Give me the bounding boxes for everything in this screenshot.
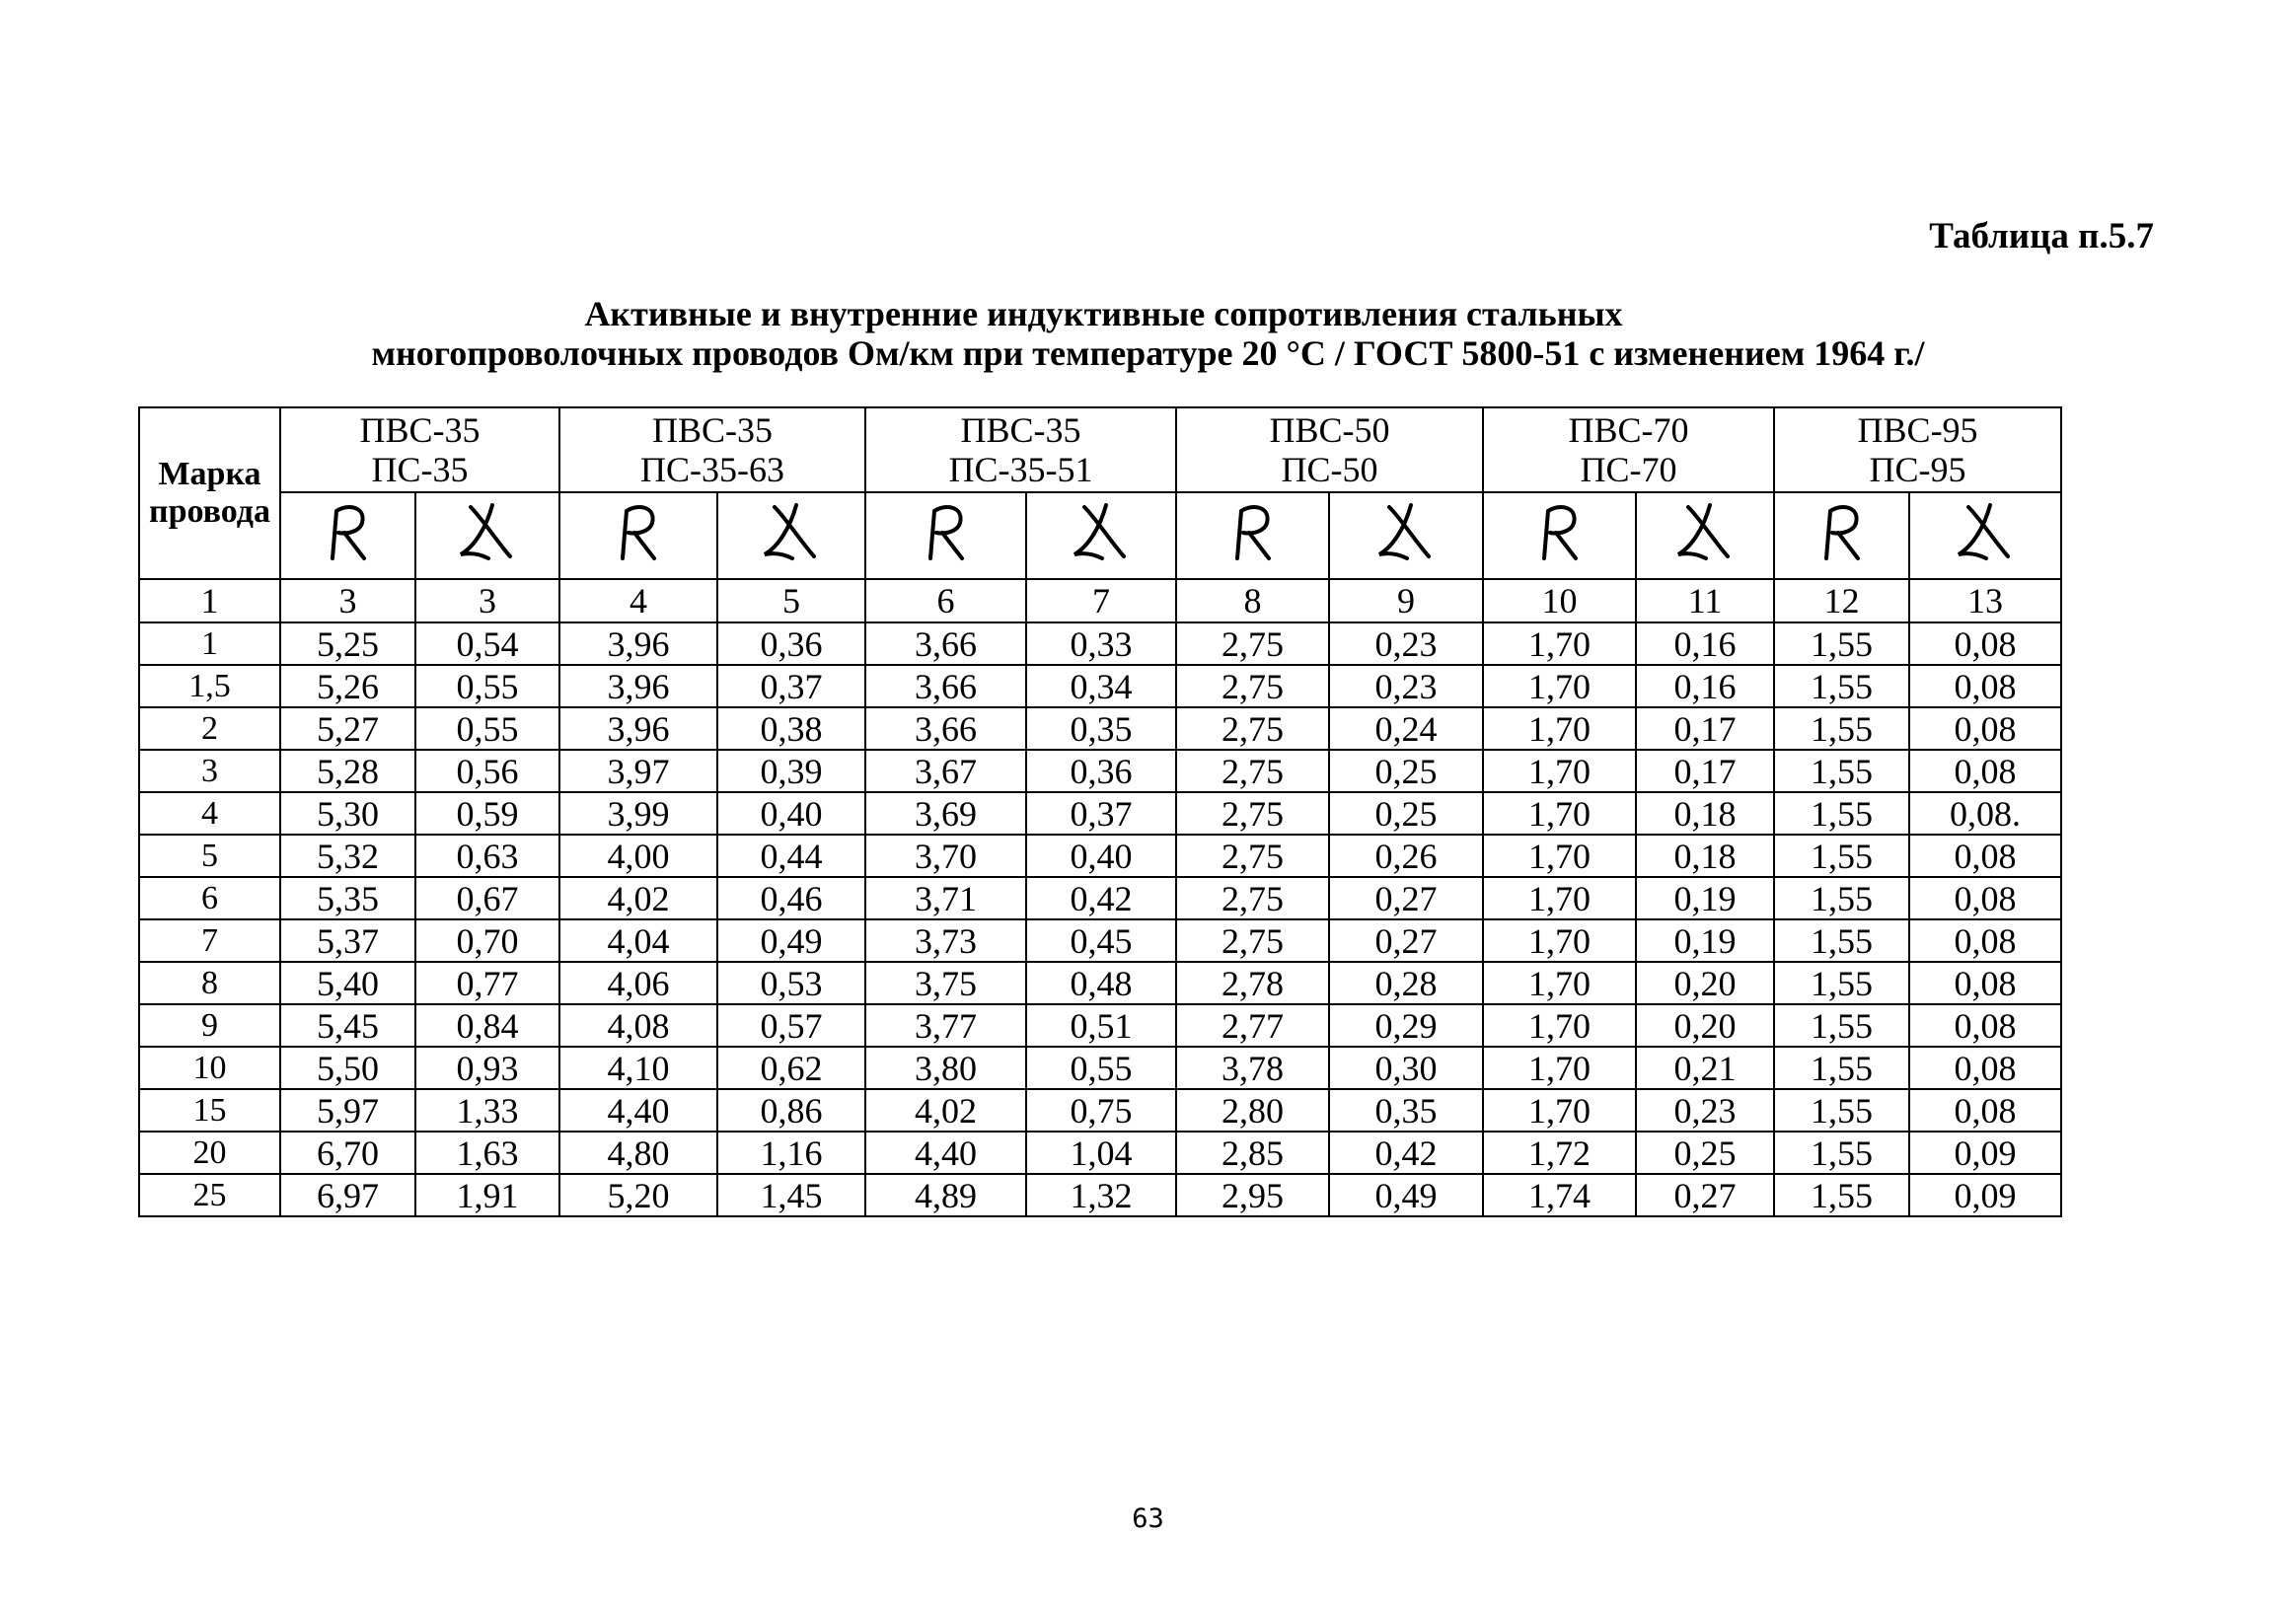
r-value-cell: 1,55	[1774, 707, 1909, 750]
x-value-cell: 0,08	[1909, 622, 2061, 665]
column-number: 9	[1329, 579, 1483, 622]
x-value-cell: 0,39	[717, 750, 865, 792]
r-value-cell: 1,70	[1483, 707, 1636, 750]
r-value-cell: 5,40	[280, 962, 415, 1004]
row-label: 4	[139, 792, 280, 835]
x-value-cell: 1,45	[717, 1174, 865, 1216]
table-row	[139, 1132, 2061, 1174]
x-value-cell: 0,36	[717, 622, 865, 665]
table-row	[139, 1047, 2061, 1089]
x-value-cell: 0,49	[1329, 1174, 1483, 1216]
row-label: 1,5	[139, 665, 280, 707]
r-value-cell: 2,75	[1176, 792, 1329, 835]
column-number: 8	[1176, 579, 1329, 622]
group-header-line-2: ПС-35-63	[640, 450, 785, 489]
x-value-cell: 0,40	[717, 792, 865, 835]
r-value-cell: 2,75	[1176, 665, 1329, 707]
x-symbol-icon	[757, 497, 826, 566]
x-value-cell: 0,54	[415, 622, 559, 665]
r-value-cell: 3,67	[865, 750, 1026, 792]
r-value-cell: 1,55	[1774, 750, 1909, 792]
x-value-cell: 0,23	[1636, 1089, 1774, 1132]
x-value-cell: 0,18	[1636, 792, 1774, 835]
x-value-cell: 0,51	[1026, 1004, 1176, 1047]
page-number: 63	[1132, 1503, 1164, 1534]
group-header-line-1: ПВС-35	[359, 410, 481, 450]
r-value-cell: 1,55	[1774, 919, 1909, 962]
x-value-cell: 0,42	[1026, 877, 1176, 919]
r-value-cell: 1,55	[1774, 877, 1909, 919]
x-value-cell: 0,26	[1329, 835, 1483, 877]
x-value-cell: 0,08	[1909, 877, 2061, 919]
table-row	[139, 835, 2061, 877]
x-value-cell: 0,67	[415, 877, 559, 919]
x-value-cell: 0,25	[1329, 750, 1483, 792]
table-row	[139, 1089, 2061, 1132]
x-value-cell: 0,16	[1636, 665, 1774, 707]
r-value-cell: 2,95	[1176, 1174, 1329, 1216]
group-header	[559, 407, 865, 492]
x-value-cell: 0,16	[1636, 622, 1774, 665]
x-value-cell: 0,23	[1329, 622, 1483, 665]
group-header-line-1: ПВС-95	[1857, 410, 1978, 450]
x-value-cell: 0,56	[415, 750, 559, 792]
r-value-cell: 1,72	[1483, 1132, 1636, 1174]
table-row	[139, 877, 2061, 919]
x-symbol-icon	[1067, 497, 1136, 566]
column-number: 7	[1026, 579, 1176, 622]
x-value-cell: 0,17	[1636, 750, 1774, 792]
x-value-cell: 1,91	[415, 1174, 559, 1216]
r-value-cell: 3,80	[865, 1047, 1026, 1089]
group-header-line-1: ПВС-50	[1269, 410, 1390, 450]
r-value-cell: 1,70	[1483, 750, 1636, 792]
table-row	[139, 750, 2061, 792]
title-line-1: Активные и внутренние индуктивные сопротивления стальных	[584, 294, 1623, 333]
x-value-cell: 0,62	[717, 1047, 865, 1089]
r-value-cell: 3,73	[865, 919, 1026, 962]
group-header-line-1: ПВС-35	[960, 410, 1081, 450]
x-value-cell: 0,23	[1329, 665, 1483, 707]
r-value-cell: 3,77	[865, 1004, 1026, 1047]
r-value-cell: 1,55	[1774, 665, 1909, 707]
r-symbol-icon	[1530, 497, 1590, 566]
r-symbol-icon	[319, 497, 378, 566]
table-row	[139, 1174, 2061, 1216]
r-value-cell: 1,70	[1483, 1004, 1636, 1047]
x-value-cell: 0,40	[1026, 835, 1176, 877]
r-symbol-icon	[917, 497, 976, 566]
r-value-cell: 2,75	[1176, 919, 1329, 962]
r-symbol-cell	[1774, 492, 1909, 579]
x-value-cell: 0,20	[1636, 1004, 1774, 1047]
x-value-cell: 0,24	[1329, 707, 1483, 750]
column-number: 10	[1483, 579, 1636, 622]
x-value-cell: 0,35	[1026, 707, 1176, 750]
r-value-cell: 2,78	[1176, 962, 1329, 1004]
group-header-line-2: ПС-70	[1580, 450, 1677, 489]
x-value-cell: 0,36	[1026, 750, 1176, 792]
r-value-cell: 3,70	[865, 835, 1026, 877]
r-value-cell: 1,55	[1774, 792, 1909, 835]
r-value-cell: 5,97	[280, 1089, 415, 1132]
r-value-cell: 5,30	[280, 792, 415, 835]
x-value-cell: 0,08	[1909, 1047, 2061, 1089]
r-value-cell: 1,70	[1483, 622, 1636, 665]
row-label: 7	[139, 919, 280, 962]
row-label: 15	[139, 1089, 280, 1132]
r-value-cell: 4,40	[559, 1089, 717, 1132]
x-value-cell: 0,30	[1329, 1047, 1483, 1089]
r-symbol-icon	[609, 497, 668, 566]
r-symbol-cell	[1483, 492, 1636, 579]
r-value-cell: 3,66	[865, 707, 1026, 750]
r-value-cell: 1,55	[1774, 962, 1909, 1004]
x-value-cell: 0,53	[717, 962, 865, 1004]
x-symbol-cell	[1329, 492, 1483, 579]
group-header	[1483, 407, 1774, 492]
r-value-cell: 4,02	[559, 877, 717, 919]
x-value-cell: 0,29	[1329, 1004, 1483, 1047]
group-header-line-1: ПВС-35	[652, 410, 774, 450]
x-symbol-icon	[1951, 497, 2020, 566]
column-number: 3	[415, 579, 559, 622]
r-value-cell: 3,75	[865, 962, 1026, 1004]
group-header	[280, 407, 559, 492]
group-header-line-2: ПС-95	[1869, 450, 1966, 489]
x-value-cell: 0,55	[415, 665, 559, 707]
r-value-cell: 5,32	[280, 835, 415, 877]
x-value-cell: 0,55	[1026, 1047, 1176, 1089]
x-value-cell: 0,17	[1636, 707, 1774, 750]
table-row	[139, 919, 2061, 962]
x-value-cell: 1,16	[717, 1132, 865, 1174]
row-label: 10	[139, 1047, 280, 1089]
x-value-cell: 0,44	[717, 835, 865, 877]
r-value-cell: 1,55	[1774, 1089, 1909, 1132]
r-value-cell: 3,97	[559, 750, 717, 792]
r-value-cell: 4,80	[559, 1132, 717, 1174]
x-value-cell: 0,37	[1026, 792, 1176, 835]
row-label: 5	[139, 835, 280, 877]
x-value-cell: 0,08	[1909, 665, 2061, 707]
x-value-cell: 0,75	[1026, 1089, 1176, 1132]
x-value-cell: 0,35	[1329, 1089, 1483, 1132]
r-value-cell: 1,74	[1483, 1174, 1636, 1216]
x-value-cell: 0,49	[717, 919, 865, 962]
x-value-cell: 0,46	[717, 877, 865, 919]
row-label: 6	[139, 877, 280, 919]
x-value-cell: 0,27	[1636, 1174, 1774, 1216]
r-symbol-icon	[1813, 497, 1872, 566]
x-value-cell: 1,32	[1026, 1174, 1176, 1216]
column-number: 11	[1636, 579, 1774, 622]
r-value-cell: 4,02	[865, 1089, 1026, 1132]
x-value-cell: 0,77	[415, 962, 559, 1004]
r-value-cell: 5,25	[280, 622, 415, 665]
r-value-cell: 5,45	[280, 1004, 415, 1047]
column-number: 6	[865, 579, 1026, 622]
r-value-cell: 5,35	[280, 877, 415, 919]
mark-header-line-1: Марка	[158, 456, 261, 492]
r-value-cell: 3,71	[865, 877, 1026, 919]
r-value-cell: 3,78	[1176, 1047, 1329, 1089]
table-title	[0, 294, 2296, 373]
x-value-cell: 1,33	[415, 1089, 559, 1132]
x-value-cell: 1,63	[415, 1132, 559, 1174]
group-header	[1176, 407, 1483, 492]
x-value-cell: 0,08	[1909, 1004, 2061, 1047]
x-value-cell: 0,28	[1329, 962, 1483, 1004]
r-value-cell: 1,55	[1774, 1004, 1909, 1047]
r-value-cell: 1,70	[1483, 835, 1636, 877]
x-value-cell: 0,19	[1636, 919, 1774, 962]
table-label: Таблица п.5.7	[1929, 216, 2154, 256]
x-value-cell: 0,33	[1026, 622, 1176, 665]
column-number: 13	[1909, 579, 2061, 622]
row-label: 25	[139, 1174, 280, 1216]
x-symbol-cell	[1909, 492, 2061, 579]
group-header-line-2: ПС-35-51	[948, 450, 1093, 489]
x-value-cell: 0,19	[1636, 877, 1774, 919]
r-value-cell: 1,70	[1483, 792, 1636, 835]
r-value-cell: 1,55	[1774, 1174, 1909, 1216]
r-value-cell: 2,75	[1176, 877, 1329, 919]
r-value-cell: 1,70	[1483, 962, 1636, 1004]
row-label: 1	[139, 622, 280, 665]
r-value-cell: 5,26	[280, 665, 415, 707]
column-number: 1	[139, 579, 280, 622]
x-value-cell: 0,08	[1909, 707, 2061, 750]
resistance-table	[138, 406, 2062, 1217]
r-value-cell: 5,27	[280, 707, 415, 750]
x-value-cell: 0,48	[1026, 962, 1176, 1004]
table-row	[139, 622, 2061, 665]
r-value-cell: 5,28	[280, 750, 415, 792]
r-value-cell: 2,75	[1176, 707, 1329, 750]
x-value-cell: 0,21	[1636, 1047, 1774, 1089]
r-value-cell: 1,55	[1774, 835, 1909, 877]
group-header-line-2: ПС-50	[1281, 450, 1378, 489]
x-value-cell: 0,57	[717, 1004, 865, 1047]
group-header-line-1: ПВС-70	[1568, 410, 1689, 450]
x-symbol-cell	[1636, 492, 1774, 579]
title-line-2: многопроволочных проводов Ом/км при температуре 20 °С / ГОСТ 5800-51 с изменением 1964 г./	[371, 333, 1925, 373]
x-value-cell: 0,08	[1909, 1089, 2061, 1132]
x-value-cell: 0,93	[415, 1047, 559, 1089]
x-value-cell: 0,55	[415, 707, 559, 750]
mark-header-line-2: провода	[148, 493, 270, 530]
column-number: 5	[717, 579, 865, 622]
x-value-cell: 0,86	[717, 1089, 865, 1132]
group-header-line-2: ПС-35	[371, 450, 469, 489]
row-label: 3	[139, 750, 280, 792]
r-value-cell: 1,70	[1483, 919, 1636, 962]
row-label: 20	[139, 1132, 280, 1174]
x-value-cell: 0,25	[1636, 1132, 1774, 1174]
r-symbol-cell	[559, 492, 717, 579]
r-value-cell: 1,70	[1483, 1047, 1636, 1089]
x-value-cell: 0,63	[415, 835, 559, 877]
r-value-cell: 6,97	[280, 1174, 415, 1216]
x-value-cell: 0,42	[1329, 1132, 1483, 1174]
x-value-cell: 0,34	[1026, 665, 1176, 707]
r-symbol-cell	[865, 492, 1026, 579]
r-value-cell: 4,04	[559, 919, 717, 962]
x-symbol-cell	[1026, 492, 1176, 579]
r-value-cell: 1,70	[1483, 1089, 1636, 1132]
r-value-cell: 3,96	[559, 665, 717, 707]
r-value-cell: 1,70	[1483, 877, 1636, 919]
r-value-cell: 1,70	[1483, 665, 1636, 707]
r-value-cell: 4,06	[559, 962, 717, 1004]
r-value-cell: 3,96	[559, 622, 717, 665]
x-value-cell: 0,20	[1636, 962, 1774, 1004]
r-value-cell: 3,99	[559, 792, 717, 835]
r-value-cell: 4,89	[865, 1174, 1026, 1216]
mark-header	[139, 407, 280, 579]
x-value-cell: 0,27	[1329, 877, 1483, 919]
r-value-cell: 4,40	[865, 1132, 1026, 1174]
x-value-cell: 0,08	[1909, 835, 2061, 877]
table-row	[139, 1004, 2061, 1047]
x-symbol-cell	[415, 492, 559, 579]
r-value-cell: 3,66	[865, 665, 1026, 707]
r-value-cell: 4,00	[559, 835, 717, 877]
r-value-cell: 2,75	[1176, 835, 1329, 877]
r-value-cell: 6,70	[280, 1132, 415, 1174]
r-value-cell: 5,50	[280, 1047, 415, 1089]
x-value-cell: 0,09	[1909, 1132, 2061, 1174]
r-symbol-cell	[280, 492, 415, 579]
x-value-cell: 0,45	[1026, 919, 1176, 962]
x-value-cell: 0,84	[415, 1004, 559, 1047]
r-value-cell: 3,66	[865, 622, 1026, 665]
r-value-cell: 1,55	[1774, 1047, 1909, 1089]
x-value-cell: 0,59	[415, 792, 559, 835]
x-value-cell: 0,70	[415, 919, 559, 962]
x-symbol-icon	[453, 497, 522, 566]
x-symbol-icon	[1371, 497, 1441, 566]
x-value-cell: 0,09	[1909, 1174, 2061, 1216]
column-number: 12	[1774, 579, 1909, 622]
x-value-cell: 1,04	[1026, 1132, 1176, 1174]
r-value-cell: 2,85	[1176, 1132, 1329, 1174]
row-label: 8	[139, 962, 280, 1004]
r-value-cell: 4,10	[559, 1047, 717, 1089]
r-value-cell: 2,75	[1176, 750, 1329, 792]
r-value-cell: 1,55	[1774, 622, 1909, 665]
r-value-cell: 3,69	[865, 792, 1026, 835]
column-number: 4	[559, 579, 717, 622]
r-value-cell: 3,96	[559, 707, 717, 750]
x-value-cell: 0,38	[717, 707, 865, 750]
row-label: 2	[139, 707, 280, 750]
table-row	[139, 962, 2061, 1004]
row-label: 9	[139, 1004, 280, 1047]
group-header	[865, 407, 1176, 492]
x-value-cell: 0,08	[1909, 962, 2061, 1004]
r-value-cell: 2,80	[1176, 1089, 1329, 1132]
r-value-cell: 2,77	[1176, 1004, 1329, 1047]
r-value-cell: 1,55	[1774, 1132, 1909, 1174]
r-symbol-cell	[1176, 492, 1329, 579]
r-value-cell: 5,37	[280, 919, 415, 962]
r-symbol-icon	[1223, 497, 1283, 566]
table-row	[139, 665, 2061, 707]
x-value-cell: 0,27	[1329, 919, 1483, 962]
table-row	[139, 792, 2061, 835]
table-row	[139, 707, 2061, 750]
x-value-cell: 0,08	[1909, 919, 2061, 962]
x-value-cell: 0,25	[1329, 792, 1483, 835]
x-value-cell: 0,08	[1909, 750, 2061, 792]
r-value-cell: 5,20	[559, 1174, 717, 1216]
x-symbol-icon	[1670, 497, 1740, 566]
x-value-cell: 0,18	[1636, 835, 1774, 877]
r-value-cell: 2,75	[1176, 622, 1329, 665]
r-value-cell: 4,08	[559, 1004, 717, 1047]
column-number: 3	[280, 579, 415, 622]
group-header	[1774, 407, 2061, 492]
x-value-cell: 0,08.	[1909, 792, 2061, 835]
x-symbol-cell	[717, 492, 865, 579]
x-value-cell: 0,37	[717, 665, 865, 707]
